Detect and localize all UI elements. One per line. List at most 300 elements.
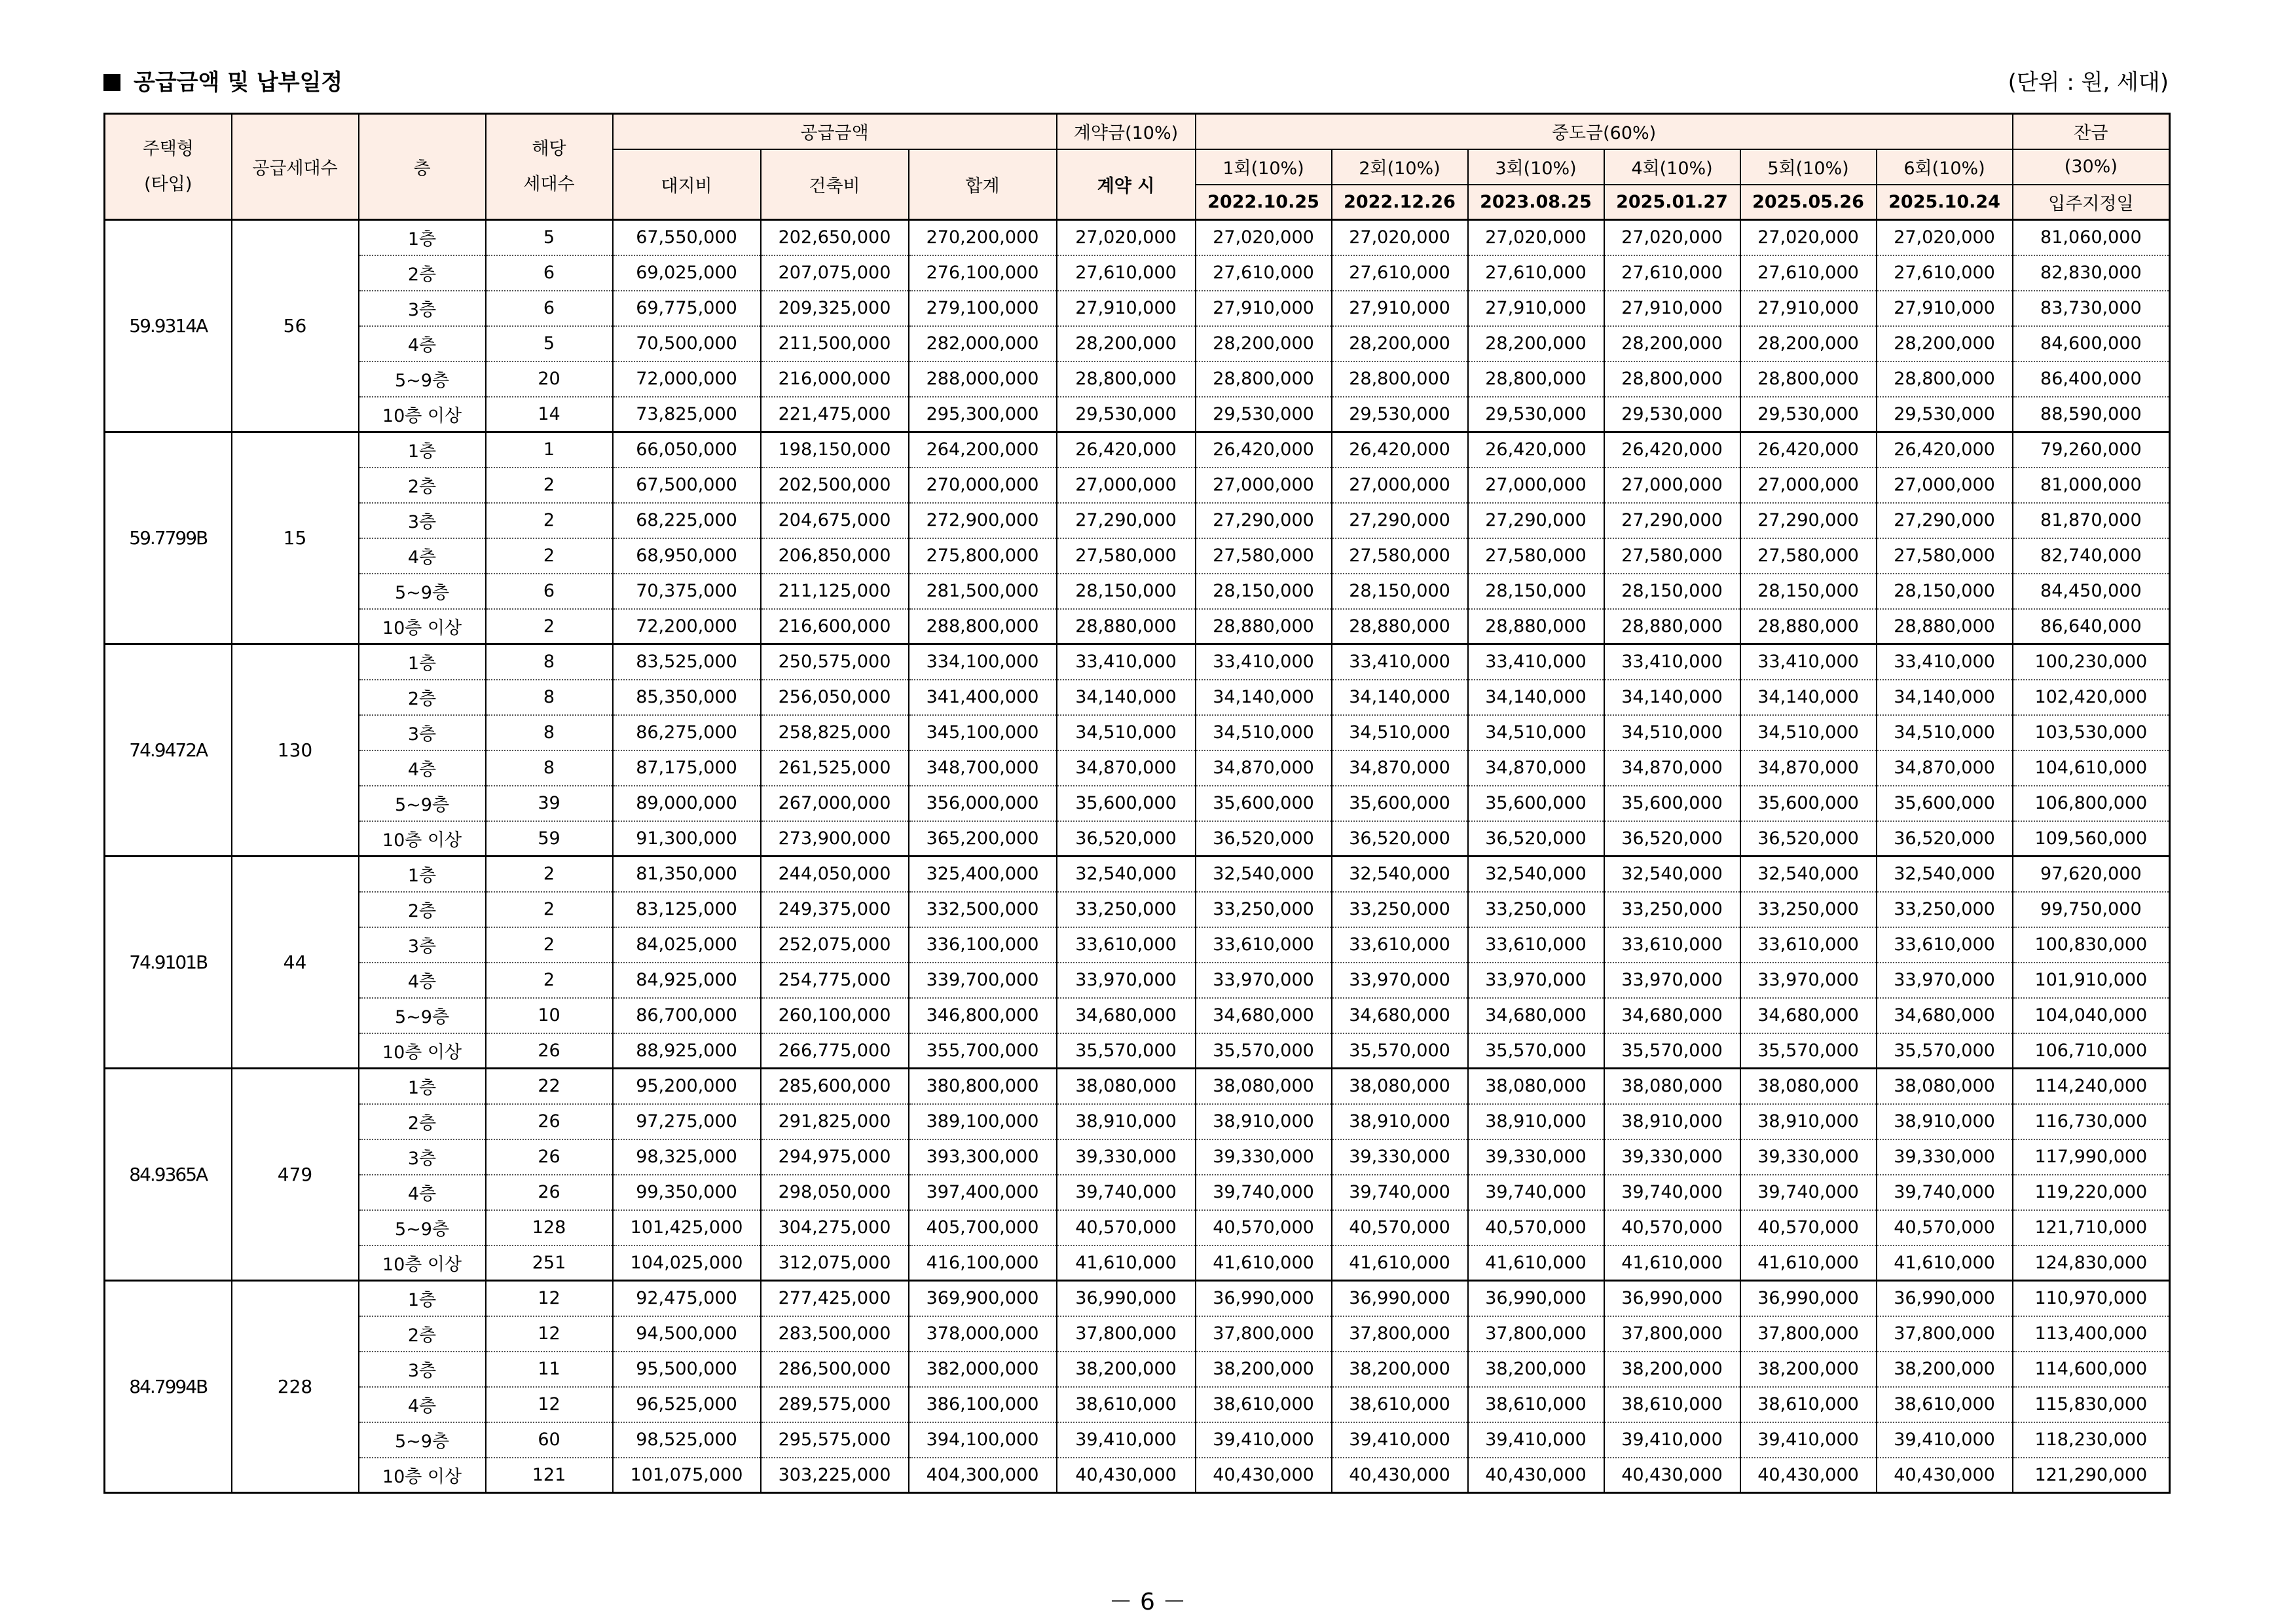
middle-1-cell: 27,910,000: [1196, 291, 1332, 326]
middle-6-cell: 27,020,000: [1877, 220, 2013, 255]
middle-3-cell: 27,910,000: [1468, 291, 1604, 326]
header-balance-when: 입주지정일: [2013, 185, 2170, 220]
table-row: [105, 220, 2170, 255]
middle-6-cell: 38,200,000: [1877, 1352, 2013, 1387]
balance-cell: 104,040,000: [2013, 998, 2170, 1033]
middle-4-cell: 39,740,000: [1604, 1175, 1740, 1210]
deposit-cell: 40,570,000: [1057, 1210, 1196, 1246]
floor-cell: 3층: [359, 291, 486, 326]
building-price-cell: 202,500,000: [761, 468, 909, 503]
deposit-cell: 27,610,000: [1057, 255, 1196, 291]
table-row: [105, 609, 2170, 644]
table-row: [105, 1281, 2170, 1316]
header-middle-date: 2025.10.24: [1877, 185, 2013, 220]
floor-cell: 5~9층: [359, 786, 486, 821]
middle-2-cell: 41,610,000: [1332, 1246, 1468, 1281]
building-price-cell: 250,575,000: [761, 644, 909, 680]
building-price-cell: 216,000,000: [761, 361, 909, 397]
supply-count-cell: 130: [232, 644, 359, 857]
deposit-cell: 34,680,000: [1057, 998, 1196, 1033]
middle-3-cell: 36,990,000: [1468, 1281, 1604, 1316]
middle-1-cell: 27,020,000: [1196, 220, 1332, 255]
middle-6-cell: 36,520,000: [1877, 821, 2013, 857]
total-price-cell: 332,500,000: [909, 892, 1057, 927]
middle-1-cell: 34,870,000: [1196, 750, 1332, 786]
header-middle-round: 5회(10%): [1740, 149, 1877, 185]
middle-5-cell: 38,610,000: [1740, 1387, 1877, 1422]
total-price-cell: 348,700,000: [909, 750, 1057, 786]
land-price-cell: 101,425,000: [613, 1210, 761, 1246]
floor-cell: 4층: [359, 1387, 486, 1422]
land-price-cell: 99,350,000: [613, 1175, 761, 1210]
floor-cell: 3층: [359, 715, 486, 750]
total-price-cell: 369,900,000: [909, 1281, 1057, 1316]
balance-cell: 115,830,000: [2013, 1387, 2170, 1422]
middle-5-cell: 28,150,000: [1740, 574, 1877, 609]
header-middle-date: 2025.01.27: [1604, 185, 1740, 220]
table-row: [105, 644, 2170, 680]
middle-5-cell: 27,290,000: [1740, 503, 1877, 538]
units-cell: 8: [486, 750, 613, 786]
middle-1-cell: 26,420,000: [1196, 432, 1332, 468]
floor-cell: 10층 이상: [359, 1458, 486, 1493]
balance-cell: 83,730,000: [2013, 291, 2170, 326]
middle-2-cell: 38,610,000: [1332, 1387, 1468, 1422]
total-price-cell: 270,200,000: [909, 220, 1057, 255]
building-price-cell: 289,575,000: [761, 1387, 909, 1422]
floor-cell: 2층: [359, 255, 486, 291]
total-price-cell: 397,400,000: [909, 1175, 1057, 1210]
units-cell: 10: [486, 998, 613, 1033]
balance-cell: 106,800,000: [2013, 786, 2170, 821]
middle-1-cell: 28,800,000: [1196, 361, 1332, 397]
middle-5-cell: 28,800,000: [1740, 361, 1877, 397]
land-price-cell: 67,500,000: [613, 468, 761, 503]
middle-1-cell: 29,530,000: [1196, 397, 1332, 432]
unit-type-cell: 59.9314A: [105, 220, 232, 432]
middle-3-cell: 28,200,000: [1468, 326, 1604, 361]
middle-3-cell: 35,570,000: [1468, 1033, 1604, 1069]
building-price-cell: 285,600,000: [761, 1069, 909, 1104]
middle-5-cell: 28,200,000: [1740, 326, 1877, 361]
deposit-cell: 34,870,000: [1057, 750, 1196, 786]
middle-5-cell: 34,510,000: [1740, 715, 1877, 750]
floor-cell: 10층 이상: [359, 1246, 486, 1281]
balance-cell: 114,240,000: [2013, 1069, 2170, 1104]
middle-4-cell: 28,880,000: [1604, 609, 1740, 644]
units-cell: 121: [486, 1458, 613, 1493]
building-price-cell: 286,500,000: [761, 1352, 909, 1387]
middle-4-cell: 41,610,000: [1604, 1246, 1740, 1281]
deposit-cell: 39,410,000: [1057, 1422, 1196, 1458]
middle-1-cell: 33,410,000: [1196, 644, 1332, 680]
total-price-cell: 339,700,000: [909, 963, 1057, 998]
total-price-cell: 288,000,000: [909, 361, 1057, 397]
land-price-cell: 89,000,000: [613, 786, 761, 821]
units-cell: 26: [486, 1033, 613, 1069]
total-price-cell: 346,800,000: [909, 998, 1057, 1033]
middle-5-cell: 38,080,000: [1740, 1069, 1877, 1104]
table-row: [105, 1069, 2170, 1104]
building-price-cell: 304,275,000: [761, 1210, 909, 1246]
floor-cell: 1층: [359, 857, 486, 892]
header-type: 주택형 (타입): [105, 114, 232, 220]
middle-1-cell: 34,680,000: [1196, 998, 1332, 1033]
balance-cell: 114,600,000: [2013, 1352, 2170, 1387]
floor-cell: 4층: [359, 750, 486, 786]
units-cell: 6: [486, 574, 613, 609]
balance-cell: 103,530,000: [2013, 715, 2170, 750]
balance-cell: 121,290,000: [2013, 1458, 2170, 1493]
deposit-cell: 40,430,000: [1057, 1458, 1196, 1493]
table-row: [105, 1387, 2170, 1422]
middle-4-cell: 34,510,000: [1604, 715, 1740, 750]
middle-6-cell: 38,610,000: [1877, 1387, 2013, 1422]
deposit-cell: 28,200,000: [1057, 326, 1196, 361]
middle-4-cell: 38,200,000: [1604, 1352, 1740, 1387]
section-title-text: 공급금액 및 납부일정: [134, 69, 343, 96]
header-middle-date: 2022.10.25: [1196, 185, 1332, 220]
deposit-cell: 35,600,000: [1057, 786, 1196, 821]
units-cell: 12: [486, 1316, 613, 1352]
middle-5-cell: 27,000,000: [1740, 468, 1877, 503]
header-total: 합계: [909, 149, 1057, 220]
middle-2-cell: 27,910,000: [1332, 291, 1468, 326]
land-price-cell: 81,350,000: [613, 857, 761, 892]
deposit-cell: 33,410,000: [1057, 644, 1196, 680]
deposit-cell: 36,520,000: [1057, 821, 1196, 857]
middle-1-cell: 39,410,000: [1196, 1422, 1332, 1458]
middle-3-cell: 29,530,000: [1468, 397, 1604, 432]
floor-cell: 3층: [359, 503, 486, 538]
page-number: － 6 －: [1109, 1589, 1186, 1615]
middle-6-cell: 29,530,000: [1877, 397, 2013, 432]
deposit-cell: 34,140,000: [1057, 680, 1196, 715]
units-cell: 128: [486, 1210, 613, 1246]
floor-cell: 2층: [359, 680, 486, 715]
table-row: [105, 291, 2170, 326]
land-price-cell: 97,275,000: [613, 1104, 761, 1139]
total-price-cell: 282,000,000: [909, 326, 1057, 361]
middle-2-cell: 38,080,000: [1332, 1069, 1468, 1104]
building-price-cell: 258,825,000: [761, 715, 909, 750]
building-price-cell: 254,775,000: [761, 963, 909, 998]
middle-1-cell: 36,520,000: [1196, 821, 1332, 857]
balance-cell: 79,260,000: [2013, 432, 2170, 468]
table-row: [105, 998, 2170, 1033]
middle-3-cell: 28,800,000: [1468, 361, 1604, 397]
middle-3-cell: 33,970,000: [1468, 963, 1604, 998]
balance-cell: 109,560,000: [2013, 821, 2170, 857]
building-price-cell: 198,150,000: [761, 432, 909, 468]
middle-4-cell: 40,430,000: [1604, 1458, 1740, 1493]
header-middle-round: 3회(10%): [1468, 149, 1604, 185]
units-cell: 8: [486, 644, 613, 680]
middle-5-cell: 40,570,000: [1740, 1210, 1877, 1246]
middle-4-cell: 39,410,000: [1604, 1422, 1740, 1458]
table-row: [105, 503, 2170, 538]
middle-2-cell: 38,200,000: [1332, 1352, 1468, 1387]
units-cell: 12: [486, 1387, 613, 1422]
middle-4-cell: 36,990,000: [1604, 1281, 1740, 1316]
land-price-cell: 69,025,000: [613, 255, 761, 291]
units-cell: 8: [486, 680, 613, 715]
land-price-cell: 68,225,000: [613, 503, 761, 538]
balance-cell: 82,830,000: [2013, 255, 2170, 291]
building-price-cell: 202,650,000: [761, 220, 909, 255]
middle-4-cell: 28,150,000: [1604, 574, 1740, 609]
header-middle-date: 2025.05.26: [1740, 185, 1877, 220]
total-price-cell: 264,200,000: [909, 432, 1057, 468]
middle-6-cell: 39,740,000: [1877, 1175, 2013, 1210]
middle-2-cell: 28,150,000: [1332, 574, 1468, 609]
middle-6-cell: 37,800,000: [1877, 1316, 2013, 1352]
middle-3-cell: 34,140,000: [1468, 680, 1604, 715]
middle-3-cell: 34,510,000: [1468, 715, 1604, 750]
units-cell: 6: [486, 291, 613, 326]
middle-2-cell: 40,430,000: [1332, 1458, 1468, 1493]
middle-5-cell: 26,420,000: [1740, 432, 1877, 468]
middle-4-cell: 33,970,000: [1604, 963, 1740, 998]
middle-3-cell: 32,540,000: [1468, 857, 1604, 892]
table-body: [105, 220, 2170, 1493]
middle-4-cell: 38,080,000: [1604, 1069, 1740, 1104]
building-price-cell: 209,325,000: [761, 291, 909, 326]
units-cell: 26: [486, 1175, 613, 1210]
table-row: [105, 397, 2170, 432]
units-cell: 2: [486, 857, 613, 892]
header-middle-round: 4회(10%): [1604, 149, 1740, 185]
middle-3-cell: 40,430,000: [1468, 1458, 1604, 1493]
table-row: [105, 857, 2170, 892]
middle-2-cell: 38,910,000: [1332, 1104, 1468, 1139]
middle-4-cell: 35,600,000: [1604, 786, 1740, 821]
building-price-cell: 267,000,000: [761, 786, 909, 821]
units-cell: 6: [486, 255, 613, 291]
middle-3-cell: 38,910,000: [1468, 1104, 1604, 1139]
middle-2-cell: 33,610,000: [1332, 927, 1468, 963]
total-price-cell: 272,900,000: [909, 503, 1057, 538]
table-row: [105, 468, 2170, 503]
units-cell: 39: [486, 786, 613, 821]
table-row: [105, 574, 2170, 609]
deposit-cell: 32,540,000: [1057, 857, 1196, 892]
middle-1-cell: 28,200,000: [1196, 326, 1332, 361]
building-price-cell: 273,900,000: [761, 821, 909, 857]
balance-cell: 81,000,000: [2013, 468, 2170, 503]
land-price-cell: 88,925,000: [613, 1033, 761, 1069]
middle-4-cell: 39,330,000: [1604, 1139, 1740, 1175]
middle-3-cell: 38,200,000: [1468, 1352, 1604, 1387]
units-cell: 14: [486, 397, 613, 432]
table-row: [105, 1104, 2170, 1139]
middle-2-cell: 34,140,000: [1332, 680, 1468, 715]
total-price-cell: 355,700,000: [909, 1033, 1057, 1069]
middle-2-cell: 35,570,000: [1332, 1033, 1468, 1069]
units-cell: 59: [486, 821, 613, 857]
header-deposit: 계약금(10%): [1057, 114, 1196, 149]
middle-6-cell: 27,580,000: [1877, 538, 2013, 574]
middle-1-cell: 38,910,000: [1196, 1104, 1332, 1139]
middle-6-cell: 34,140,000: [1877, 680, 2013, 715]
middle-6-cell: 33,970,000: [1877, 963, 2013, 998]
middle-5-cell: 27,580,000: [1740, 538, 1877, 574]
middle-3-cell: 35,600,000: [1468, 786, 1604, 821]
land-price-cell: 98,325,000: [613, 1139, 761, 1175]
middle-4-cell: 33,250,000: [1604, 892, 1740, 927]
balance-cell: 101,910,000: [2013, 963, 2170, 998]
building-price-cell: 298,050,000: [761, 1175, 909, 1210]
middle-1-cell: 33,970,000: [1196, 963, 1332, 998]
middle-6-cell: 33,410,000: [1877, 644, 2013, 680]
middle-5-cell: 27,020,000: [1740, 220, 1877, 255]
unit-note: (단위 : 원, 세대): [2008, 69, 2169, 96]
table-row: [105, 255, 2170, 291]
middle-3-cell: 27,580,000: [1468, 538, 1604, 574]
units-cell: 251: [486, 1246, 613, 1281]
land-price-cell: 83,125,000: [613, 892, 761, 927]
middle-6-cell: 28,800,000: [1877, 361, 2013, 397]
middle-3-cell: 38,080,000: [1468, 1069, 1604, 1104]
balance-cell: 113,400,000: [2013, 1316, 2170, 1352]
total-price-cell: 288,800,000: [909, 609, 1057, 644]
deposit-cell: 39,740,000: [1057, 1175, 1196, 1210]
middle-1-cell: 34,510,000: [1196, 715, 1332, 750]
middle-1-cell: 27,290,000: [1196, 503, 1332, 538]
middle-3-cell: 27,020,000: [1468, 220, 1604, 255]
middle-1-cell: 38,080,000: [1196, 1069, 1332, 1104]
middle-6-cell: 27,000,000: [1877, 468, 2013, 503]
building-price-cell: 216,600,000: [761, 609, 909, 644]
middle-2-cell: 35,600,000: [1332, 786, 1468, 821]
middle-4-cell: 38,610,000: [1604, 1387, 1740, 1422]
middle-6-cell: 27,910,000: [1877, 291, 2013, 326]
building-price-cell: 249,375,000: [761, 892, 909, 927]
middle-2-cell: 27,290,000: [1332, 503, 1468, 538]
unit-type-cell: 74.9472A: [105, 644, 232, 857]
middle-2-cell: 39,410,000: [1332, 1422, 1468, 1458]
balance-cell: 86,400,000: [2013, 361, 2170, 397]
middle-6-cell: 32,540,000: [1877, 857, 2013, 892]
deposit-cell: 39,330,000: [1057, 1139, 1196, 1175]
middle-1-cell: 39,740,000: [1196, 1175, 1332, 1210]
middle-5-cell: 27,910,000: [1740, 291, 1877, 326]
middle-1-cell: 34,140,000: [1196, 680, 1332, 715]
floor-cell: 1층: [359, 1069, 486, 1104]
land-price-cell: 69,775,000: [613, 291, 761, 326]
middle-5-cell: 29,530,000: [1740, 397, 1877, 432]
middle-5-cell: 33,610,000: [1740, 927, 1877, 963]
middle-5-cell: 35,600,000: [1740, 786, 1877, 821]
section-title: [103, 64, 342, 96]
deposit-cell: 37,800,000: [1057, 1316, 1196, 1352]
deposit-cell: 27,580,000: [1057, 538, 1196, 574]
building-price-cell: 277,425,000: [761, 1281, 909, 1316]
middle-1-cell: 27,000,000: [1196, 468, 1332, 503]
middle-4-cell: 32,540,000: [1604, 857, 1740, 892]
units-cell: 5: [486, 326, 613, 361]
middle-4-cell: 27,020,000: [1604, 220, 1740, 255]
middle-6-cell: 38,080,000: [1877, 1069, 2013, 1104]
deposit-cell: 27,020,000: [1057, 220, 1196, 255]
supply-count-cell: 228: [232, 1281, 359, 1493]
total-price-cell: 276,100,000: [909, 255, 1057, 291]
units-cell: 22: [486, 1069, 613, 1104]
table-row: [105, 326, 2170, 361]
building-price-cell: 294,975,000: [761, 1139, 909, 1175]
land-price-cell: 95,500,000: [613, 1352, 761, 1387]
units-cell: 20: [486, 361, 613, 397]
middle-2-cell: 32,540,000: [1332, 857, 1468, 892]
deposit-cell: 33,610,000: [1057, 927, 1196, 963]
middle-4-cell: 27,290,000: [1604, 503, 1740, 538]
balance-cell: 116,730,000: [2013, 1104, 2170, 1139]
middle-3-cell: 41,610,000: [1468, 1246, 1604, 1281]
building-price-cell: 206,850,000: [761, 538, 909, 574]
middle-6-cell: 39,410,000: [1877, 1422, 2013, 1458]
middle-5-cell: 33,410,000: [1740, 644, 1877, 680]
middle-2-cell: 27,580,000: [1332, 538, 1468, 574]
land-price-cell: 84,025,000: [613, 927, 761, 963]
middle-4-cell: 29,530,000: [1604, 397, 1740, 432]
building-price-cell: 244,050,000: [761, 857, 909, 892]
deposit-cell: 29,530,000: [1057, 397, 1196, 432]
unit-type-cell: 59.7799B: [105, 432, 232, 644]
supply-count-cell: 56: [232, 220, 359, 432]
building-price-cell: 266,775,000: [761, 1033, 909, 1069]
total-price-cell: 341,400,000: [909, 680, 1057, 715]
middle-4-cell: 38,910,000: [1604, 1104, 1740, 1139]
header-floor: 층: [359, 114, 486, 220]
middle-3-cell: 39,410,000: [1468, 1422, 1604, 1458]
balance-cell: 84,600,000: [2013, 326, 2170, 361]
table-row: [105, 1210, 2170, 1246]
header-middle-round: 6회(10%): [1877, 149, 2013, 185]
middle-2-cell: 28,200,000: [1332, 326, 1468, 361]
middle-2-cell: 40,570,000: [1332, 1210, 1468, 1246]
middle-5-cell: 39,740,000: [1740, 1175, 1877, 1210]
middle-6-cell: 39,330,000: [1877, 1139, 2013, 1175]
floor-cell: 1층: [359, 644, 486, 680]
floor-cell: 5~9층: [359, 1422, 486, 1458]
middle-6-cell: 38,910,000: [1877, 1104, 2013, 1139]
middle-2-cell: 28,880,000: [1332, 609, 1468, 644]
units-cell: 12: [486, 1281, 613, 1316]
table-row: [105, 1246, 2170, 1281]
middle-5-cell: 34,870,000: [1740, 750, 1877, 786]
middle-2-cell: 34,870,000: [1332, 750, 1468, 786]
floor-cell: 4층: [359, 1175, 486, 1210]
deposit-cell: 38,200,000: [1057, 1352, 1196, 1387]
middle-3-cell: 38,610,000: [1468, 1387, 1604, 1422]
title-row: [103, 64, 2169, 103]
middle-5-cell: 39,330,000: [1740, 1139, 1877, 1175]
land-price-cell: 85,350,000: [613, 680, 761, 715]
balance-cell: 118,230,000: [2013, 1422, 2170, 1458]
building-price-cell: 204,675,000: [761, 503, 909, 538]
total-price-cell: 356,000,000: [909, 786, 1057, 821]
middle-4-cell: 33,410,000: [1604, 644, 1740, 680]
balance-cell: 100,230,000: [2013, 644, 2170, 680]
middle-4-cell: 27,000,000: [1604, 468, 1740, 503]
balance-cell: 81,060,000: [2013, 220, 2170, 255]
units-cell: 2: [486, 503, 613, 538]
middle-5-cell: 36,520,000: [1740, 821, 1877, 857]
middle-3-cell: 27,290,000: [1468, 503, 1604, 538]
floor-cell: 5~9층: [359, 361, 486, 397]
building-price-cell: 260,100,000: [761, 998, 909, 1033]
middle-6-cell: 28,880,000: [1877, 609, 2013, 644]
